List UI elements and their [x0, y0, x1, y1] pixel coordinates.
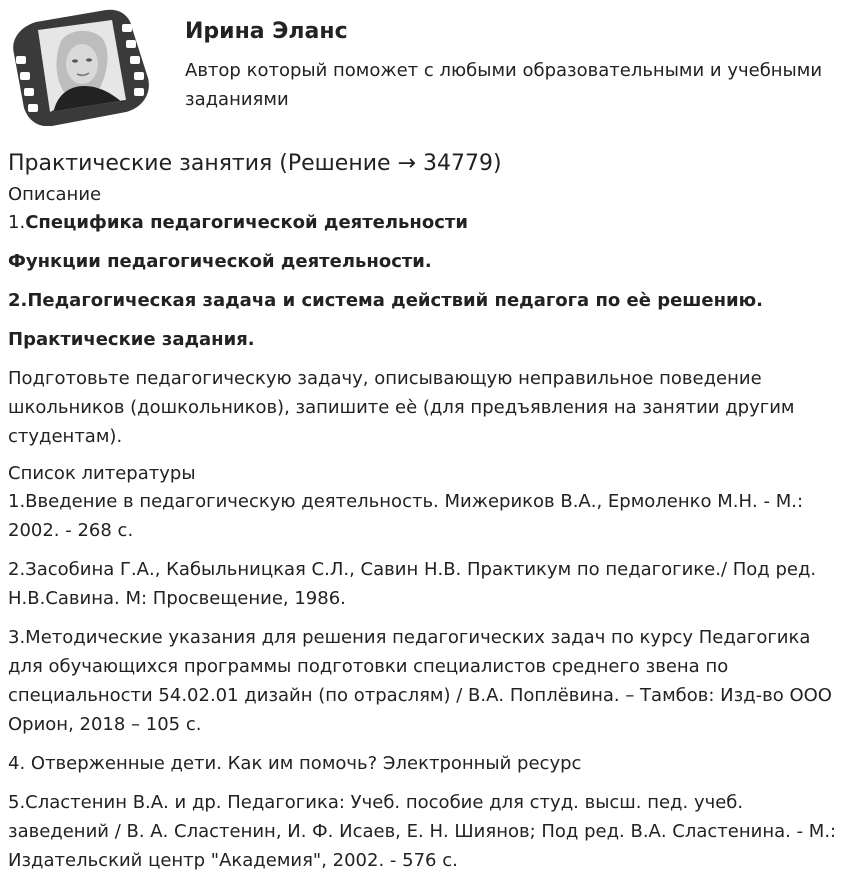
page-title: Практические занятия (Решение → 34779): [8, 151, 502, 176]
author-description: Автор который поможет с любыми образовательными и учебными заданиями: [185, 60, 823, 110]
task-text: Подготовьте педагогическую задачу, описывающую неправильное поведение школьников (дошкольников), запишите еѐ (для предъявления на занятии другим студентам).: [8, 368, 795, 447]
literature-item: 5.Сластенин В.А. и др. Педагогика: Учеб. пособие для студ. высш. пед. учеб. заведений / В. А. Сластенин, И. Ф. Исаев, Е. Н. Шиянов; Под ред. В.А. Сластенина. - М.: Издательский центр "Академия", 2002. - 576 с.: [8, 792, 837, 871]
description-item-1: [8, 208, 838, 237]
literature-item: 4. Отверженные дети. Как им помочь? Электронный ресурс: [8, 753, 582, 774]
description-item-2-text: Функции педагогической деятельности.: [8, 251, 432, 272]
literature-item: 2.Засобина Г.А., Кабыльницкая С.Л., Савин Н.В. Практикум по педагогике./ Под ред. Н.В.Савина. М: Просвещение, 1986.: [8, 559, 817, 609]
description-item-4: [8, 325, 838, 354]
literature-item: 1.Введение в педагогическую деятельность. Мижериков В.А., Ермоленко М.Н. - М.: 2002. - 268 с.: [8, 491, 804, 541]
description-item-3-text: 2.Педагогическая задача и система действий педагога по еѐ решению.: [8, 290, 763, 311]
description-item-1-prefix: 1.: [8, 212, 26, 233]
description-item-3: [8, 286, 838, 315]
author-header: [8, 8, 838, 130]
literature-label: Список литературы: [8, 463, 196, 484]
literature-item: 3.Методические указания для решения педагогических задач по курсу Педагогика для обучающихся программы подготовки специалистов среднего звена по специальности 54.02.01 дизайн (по отраслям) / В.А. Поплёвина. – Тамбов: Изд-во ООО Орион, 2018 – 105 с.: [8, 627, 832, 735]
description-item-4-text: Практические задания.: [8, 329, 255, 350]
task-content: [8, 146, 838, 885]
description-label: Описание: [8, 184, 102, 205]
portrait-photo: [38, 20, 126, 112]
description-item-1-text: Специфика педагогической деятельности: [25, 212, 468, 233]
author-name[interactable]: Ирина Эланс: [185, 19, 348, 44]
description-item-2: [8, 247, 838, 276]
author-avatar[interactable]: [8, 8, 150, 126]
